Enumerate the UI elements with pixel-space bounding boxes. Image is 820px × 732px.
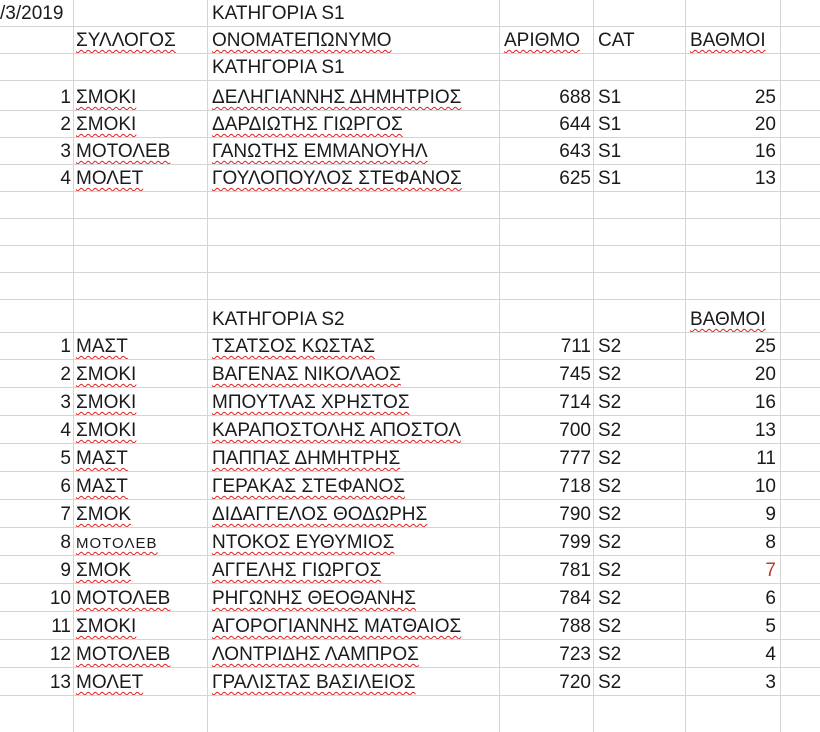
empty-row[interactable] (0, 219, 820, 246)
club-cell[interactable]: ΣΜΟΚ (76, 504, 132, 525)
rank-cell[interactable]: 4 (60, 420, 71, 441)
club-cell[interactable]: ΣΜΟΚΙ (76, 616, 137, 637)
rank-cell[interactable]: 9 (60, 560, 71, 581)
name-cell-wrap[interactable] (208, 585, 499, 611)
category-title-cell[interactable]: ΚΑΤΗΓΟΡΙΑ S1 (212, 3, 345, 24)
number-cell[interactable]: 788 (559, 616, 591, 637)
cat-cell[interactable]: S1 (598, 141, 622, 162)
club-header[interactable]: ΣΥΛΛΟΓΟΣ (76, 30, 176, 51)
cat-cell[interactable]: S2 (598, 560, 622, 581)
category-title-row[interactable] (0, 306, 820, 333)
club-cell-wrap[interactable] (74, 613, 207, 639)
category-title-cell[interactable]: ΚΑΤΗΓΟΡΙΑ S1 (212, 57, 345, 78)
name-cell-wrap[interactable] (208, 641, 499, 667)
number-cell[interactable]: 777 (559, 448, 591, 469)
empty-row[interactable] (0, 246, 820, 273)
table-row[interactable] (0, 613, 820, 640)
name-cell[interactable]: ΛΟΝΤΡΙΔΗΣ ΛΑΜΠΡΟΣ (212, 644, 419, 665)
club-cell-wrap[interactable] (74, 445, 207, 471)
cat-cell[interactable]: S2 (598, 532, 622, 553)
name-cell-wrap[interactable] (208, 333, 499, 359)
column-header-row[interactable] (0, 27, 820, 54)
points-cell[interactable]: 25 (754, 87, 776, 108)
name-cell-wrap[interactable] (208, 84, 499, 110)
club-cell[interactable]: ΣΜΟΚΙ (76, 420, 137, 441)
club-cell-wrap[interactable] (74, 138, 207, 164)
club-cell-wrap[interactable] (74, 84, 207, 110)
club-cell[interactable]: ΜΟΤΟΛΕΒ (76, 535, 158, 552)
points-cell[interactable]: 9 (765, 504, 776, 525)
name-cell-wrap[interactable] (208, 529, 499, 555)
club-cell-wrap[interactable] (74, 501, 207, 527)
cat-cell[interactable]: S1 (598, 114, 622, 135)
club-cell-wrap[interactable] (74, 333, 207, 359)
number-cell[interactable]: 643 (559, 141, 591, 162)
name-cell[interactable]: ΚΑΡΑΠΟΣΤΟΛΗΣ ΑΠΟΣΤΟΛ (212, 420, 461, 441)
club-cell-wrap[interactable] (74, 389, 207, 415)
rank-cell[interactable]: 3 (60, 141, 71, 162)
club-cell-wrap[interactable] (74, 111, 207, 137)
club-cell[interactable]: ΣΜΟΚΙ (76, 392, 137, 413)
cat-cell[interactable]: S2 (598, 616, 622, 637)
points-cell[interactable]: 13 (754, 168, 776, 189)
points-cell[interactable]: 5 (765, 616, 776, 637)
club-cell[interactable]: ΣΜΟΚΙ (76, 87, 137, 108)
rank-cell[interactable]: 1 (60, 87, 71, 108)
name-cell[interactable]: ΝΤΟΚΟΣ ΕΥΘΥΜΙΟΣ (212, 532, 395, 553)
rank-cell[interactable]: 4 (60, 168, 71, 189)
table-row[interactable] (0, 585, 820, 612)
points-cell[interactable]: 11 (756, 448, 776, 469)
number-cell[interactable]: 745 (559, 364, 591, 385)
club-cell[interactable]: ΜΑΣΤ (76, 448, 128, 469)
table-row[interactable] (0, 529, 820, 556)
category-title-cell[interactable]: ΚΑΤΗΓΟΡΙΑ S2 (212, 309, 345, 330)
name-cell-wrap[interactable] (208, 501, 499, 527)
cat-cell[interactable]: S2 (598, 364, 622, 385)
number-cell[interactable]: 799 (559, 532, 591, 553)
club-cell-wrap[interactable] (74, 669, 207, 695)
points-header[interactable]: ΒΑΘΜΟΙ (690, 309, 766, 330)
name-cell-wrap[interactable] (208, 361, 499, 387)
cat-cell[interactable]: S1 (598, 87, 622, 108)
club-cell-wrap[interactable] (74, 473, 207, 499)
club-cell[interactable]: ΜΟΤΟΛΕΒ (76, 141, 171, 162)
name-cell[interactable]: ΓΑΝΩΤΗΣ ΕΜΜΑΝΟΥΗΛ (212, 141, 428, 162)
table-row[interactable] (0, 417, 820, 444)
rank-cell[interactable]: 3 (60, 392, 71, 413)
cat-cell[interactable]: S2 (598, 476, 622, 497)
club-cell[interactable]: ΣΜΟΚΙ (76, 114, 137, 135)
club-cell-wrap[interactable] (74, 165, 207, 191)
rank-cell[interactable]: 1 (60, 336, 71, 357)
club-cell-wrap[interactable] (74, 417, 207, 443)
cat-cell[interactable]: S2 (598, 504, 622, 525)
name-cell[interactable]: ΠΑΠΠΑΣ ΔΗΜΗΤΡΗΣ (212, 448, 401, 469)
category-title-row[interactable] (0, 54, 820, 81)
club-cell-wrap[interactable] (74, 585, 207, 611)
points-header[interactable]: ΒΑΘΜΟΙ (690, 30, 766, 51)
cat-cell[interactable]: S2 (598, 420, 622, 441)
name-cell[interactable]: ΔΕΛΗΓΙΑΝΝΗΣ ΔΗΜΗΤΡΙΟΣ (212, 87, 462, 108)
points-cell[interactable]: 4 (765, 644, 776, 665)
number-header[interactable]: ΑΡΙΘΜΟ (504, 30, 581, 51)
number-cell[interactable]: 781 (559, 560, 591, 581)
cat-cell[interactable]: S2 (598, 448, 622, 469)
cat-header[interactable]: CAT (598, 30, 635, 51)
header-row-title[interactable] (0, 0, 820, 27)
rank-cell[interactable]: 2 (60, 364, 71, 385)
empty-row[interactable] (0, 273, 820, 300)
number-cell[interactable]: 718 (559, 476, 591, 497)
number-cell[interactable]: 784 (559, 588, 591, 609)
name-cell[interactable]: ΜΠΟΥΤΛΑΣ ΧΡΗΣΤΟΣ (212, 392, 410, 413)
club-cell[interactable]: ΣΜΟΚΙ (76, 364, 137, 385)
points-cell[interactable]: 16 (754, 392, 776, 413)
points-cell[interactable]: 25 (754, 336, 776, 357)
name-cell[interactable]: ΡΗΓΩΝΗΣ ΘΕΟΘΑΝΗΣ (212, 588, 417, 609)
club-cell[interactable]: ΜΑΣΤ (76, 336, 128, 357)
number-cell[interactable]: 644 (559, 114, 591, 135)
rank-cell[interactable]: 12 (49, 644, 71, 665)
rank-cell[interactable]: 2 (60, 114, 71, 135)
points-cell[interactable]: 8 (765, 532, 776, 553)
name-cell-wrap[interactable] (208, 138, 499, 164)
club-cell-wrap[interactable] (74, 557, 207, 583)
table-row[interactable] (0, 361, 820, 388)
club-cell[interactable]: ΜΟΤΟΛΕΒ (76, 644, 171, 665)
table-row[interactable] (0, 389, 820, 416)
name-cell[interactable]: ΓΡΑΛΙΣΤΑΣ ΒΑΣΙΛΕΙΟΣ (212, 672, 416, 693)
points-cell[interactable]: 10 (754, 476, 776, 497)
name-cell-wrap[interactable] (208, 473, 499, 499)
cat-cell[interactable]: S2 (598, 672, 622, 693)
name-cell[interactable]: ΑΓΓΕΛΗΣ ΓΙΩΡΓΟΣ (212, 560, 382, 581)
number-cell[interactable]: 688 (559, 87, 591, 108)
club-cell[interactable]: ΜΟΛΕΤ (76, 672, 144, 693)
number-cell[interactable]: 711 (560, 336, 591, 357)
table-row[interactable] (0, 84, 820, 111)
name-cell-wrap[interactable] (208, 669, 499, 695)
name-cell[interactable]: ΤΣΑΤΣΟΣ ΚΩΣΤΑΣ (212, 336, 376, 357)
club-cell-wrap[interactable] (74, 641, 207, 667)
number-cell[interactable]: 720 (559, 672, 591, 693)
cat-cell[interactable]: S2 (598, 392, 622, 413)
rank-cell[interactable]: 8 (60, 532, 71, 553)
name-cell-wrap[interactable] (208, 417, 499, 443)
number-cell[interactable]: 714 (559, 392, 591, 413)
table-row[interactable] (0, 557, 820, 584)
rank-cell[interactable]: 11 (51, 616, 71, 637)
name-cell[interactable]: ΒΑΓΕΝΑΣ ΝΙΚΟΛΑΟΣ (212, 364, 401, 385)
name-cell[interactable]: ΔΑΡΔΙΩΤΗΣ ΓΙΩΡΓΟΣ (212, 114, 403, 135)
name-cell[interactable]: ΔΙΔΑΓΓΕΛΟΣ ΘΟΔΩΡΗΣ (212, 504, 428, 525)
rank-cell[interactable]: 10 (49, 588, 71, 609)
name-cell-wrap[interactable] (208, 165, 499, 191)
cat-cell[interactable]: S2 (598, 588, 622, 609)
number-cell[interactable]: 790 (559, 504, 591, 525)
rank-cell[interactable]: 7 (60, 504, 71, 525)
table-row[interactable] (0, 669, 820, 696)
club-cell[interactable]: ΜΑΣΤ (76, 476, 128, 497)
name-cell-wrap[interactable] (208, 557, 499, 583)
points-cell[interactable]: 13 (754, 420, 776, 441)
club-cell[interactable]: ΣΜΟΚ (76, 560, 132, 581)
number-cell[interactable]: 700 (559, 420, 591, 441)
table-row[interactable] (0, 138, 820, 165)
rank-cell[interactable]: 6 (60, 476, 71, 497)
points-cell[interactable]: 3 (765, 672, 776, 693)
cat-cell[interactable]: S2 (598, 644, 622, 665)
club-cell[interactable]: ΜΟΤΟΛΕΒ (76, 588, 171, 609)
rank-cell[interactable]: 13 (49, 672, 71, 693)
points-cell[interactable]: 7 (765, 560, 776, 581)
name-cell[interactable]: ΓΕΡΑΚΑΣ ΣΤΕΦΑΝΟΣ (212, 476, 405, 497)
name-cell[interactable]: ΓΟΥΛΟΠΟΥΛΟΣ ΣΤΕΦΑΝΟΣ (212, 168, 462, 189)
empty-row[interactable] (0, 192, 820, 219)
name-cell-wrap[interactable] (208, 445, 499, 471)
date-cell[interactable]: /3/2019 (0, 3, 64, 24)
cat-cell[interactable]: S2 (598, 336, 622, 357)
points-cell[interactable]: 16 (754, 141, 776, 162)
points-cell[interactable]: 20 (754, 364, 776, 385)
number-cell[interactable]: 625 (559, 168, 591, 189)
name-cell-wrap[interactable] (208, 111, 499, 137)
club-cell-wrap[interactable] (74, 529, 207, 555)
points-cell[interactable]: 20 (754, 114, 776, 135)
cat-cell[interactable]: S1 (598, 168, 622, 189)
table-row[interactable] (0, 165, 820, 192)
points-cell[interactable]: 6 (765, 588, 776, 609)
table-row[interactable] (0, 641, 820, 668)
table-row[interactable] (0, 501, 820, 528)
table-row[interactable] (0, 333, 820, 360)
number-cell[interactable]: 723 (559, 644, 591, 665)
table-row[interactable] (0, 111, 820, 138)
club-cell-wrap[interactable] (74, 361, 207, 387)
club-cell[interactable]: ΜΟΛΕΤ (76, 168, 144, 189)
table-row[interactable] (0, 445, 820, 472)
name-header[interactable]: ΟΝΟΜΑΤΕΠΩΝΥΜΟ (212, 30, 392, 51)
name-cell[interactable]: ΑΓΟΡΟΓΙΑΝΝΗΣ ΜΑΤΘΑΙΟΣ (212, 616, 462, 637)
name-cell-wrap[interactable] (208, 389, 499, 415)
table-row[interactable] (0, 473, 820, 500)
name-cell-wrap[interactable] (208, 613, 499, 639)
rank-cell[interactable]: 5 (60, 448, 71, 469)
